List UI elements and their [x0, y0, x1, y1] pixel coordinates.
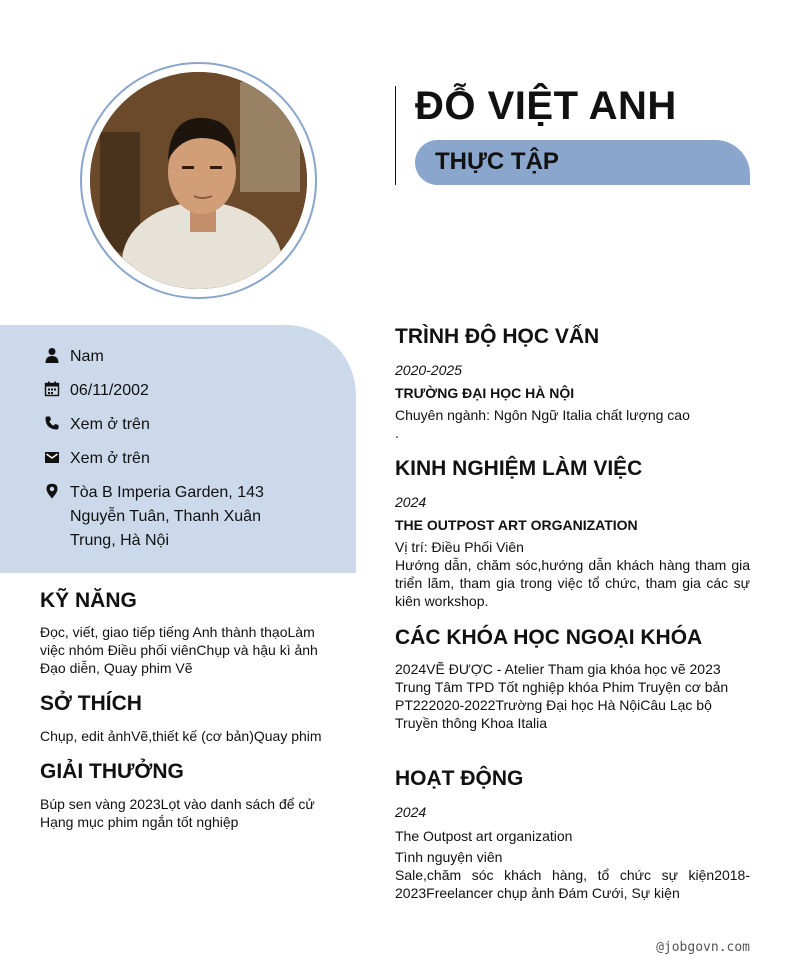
courses-text: 2024VẼ ĐƯỢC - Atelier Tham gia khóa học vẽ 2023 Trung Tâm TPD Tốt nghiệp khóa Phim Truyện cơ bản PT222020-2022Trường Đại học Hà NộiCâu Lạc bộ Truyền thông Khoa Italia: [395, 661, 729, 731]
education-date: 2020-2025: [395, 362, 462, 378]
awards-heading: GIẢI THƯỞNG: [40, 760, 184, 783]
dob-text: 06/11/2002: [70, 382, 149, 399]
location-pin-icon: [44, 483, 60, 499]
experience-org: THE OUTPOST ART ORGANIZATION: [395, 517, 638, 533]
calendar-icon: [44, 381, 60, 397]
skills-text: Đọc, viết, giao tiếp tiếng Anh thành thạoLàm việc nhóm Điều phối viênChụp và hậu kì ảnh Đạo diễn, Quay phim Vẽ: [40, 624, 318, 676]
activities-heading: HOẠT ĐỘNG: [395, 767, 524, 790]
role-label: THỰC TẬP: [435, 148, 559, 175]
skills-heading: KỸ NĂNG: [40, 589, 137, 612]
hobbies-heading: SỞ THÍCH: [40, 692, 142, 715]
courses-heading: CÁC KHÓA HỌC NGOẠI KHÓA: [395, 626, 703, 649]
activities-description: Sale,chăm sóc khách hàng, tổ chức sự kiện2018-2023Freelancer chụp ảnh Đám Cưới, Sự kiện: [395, 867, 750, 901]
person-icon: [44, 347, 60, 363]
gender-text: Nam: [70, 348, 104, 365]
experience-heading: KINH NGHIỆM LÀM VIỆC: [395, 457, 643, 480]
experience-date: 2024: [395, 494, 427, 510]
phone-icon: [44, 415, 60, 431]
contact-dob: [44, 379, 149, 403]
contact-phone: [44, 413, 150, 437]
phone-text: Xem ở trên: [70, 416, 150, 433]
activities-date: 2024: [395, 804, 427, 820]
contact-gender: [44, 345, 104, 369]
header-divider: [395, 86, 396, 185]
awards-text: Búp sen vàng 2023Lọt vào danh sách để cử Hạng mục phim ngắn tốt nghiệp: [40, 796, 315, 830]
education-school: TRƯỜNG ĐẠI HỌC HÀ NỘI: [395, 385, 575, 401]
hobbies-text: Chụp, edit ảnhVẽ,thiết kế (cơ bản)Quay phim: [40, 728, 322, 744]
email-text: Xem ở trên: [70, 450, 150, 467]
education-major: Chuyên ngành: Ngôn Ngữ Italia chất lượng cao: [395, 407, 690, 423]
activities-org: The Outpost art organization: [395, 828, 573, 844]
mail-icon: [44, 449, 60, 465]
profile-photo: [90, 72, 307, 289]
contact-address: [44, 481, 294, 553]
experience-position: Vị trí: Điều Phối Viên: [395, 539, 524, 555]
watermark: @jobgovn.com: [656, 940, 750, 955]
experience-description: Hướng dẫn, chăm sóc,hướng dẫn khách hàng tham gia triển lãm, tham gia trong việc tổ chức, tham gia các sự kiên workshop.: [395, 557, 750, 609]
role-badge: [415, 140, 750, 185]
address-text: Tòa B Imperia Garden, 143 Nguyễn Tuân, Thanh Xuân Trung, Hà Nội: [70, 484, 264, 549]
activities-role: Tình nguyện viên: [395, 849, 503, 865]
portrait-illustration: [90, 72, 307, 289]
education-heading: TRÌNH ĐỘ HỌC VẤN: [395, 325, 600, 348]
education-note: .: [395, 425, 399, 441]
profile-photo-frame: [80, 62, 317, 299]
contact-email: [44, 447, 150, 471]
candidate-name: ĐỖ VIỆT ANH: [415, 84, 677, 128]
